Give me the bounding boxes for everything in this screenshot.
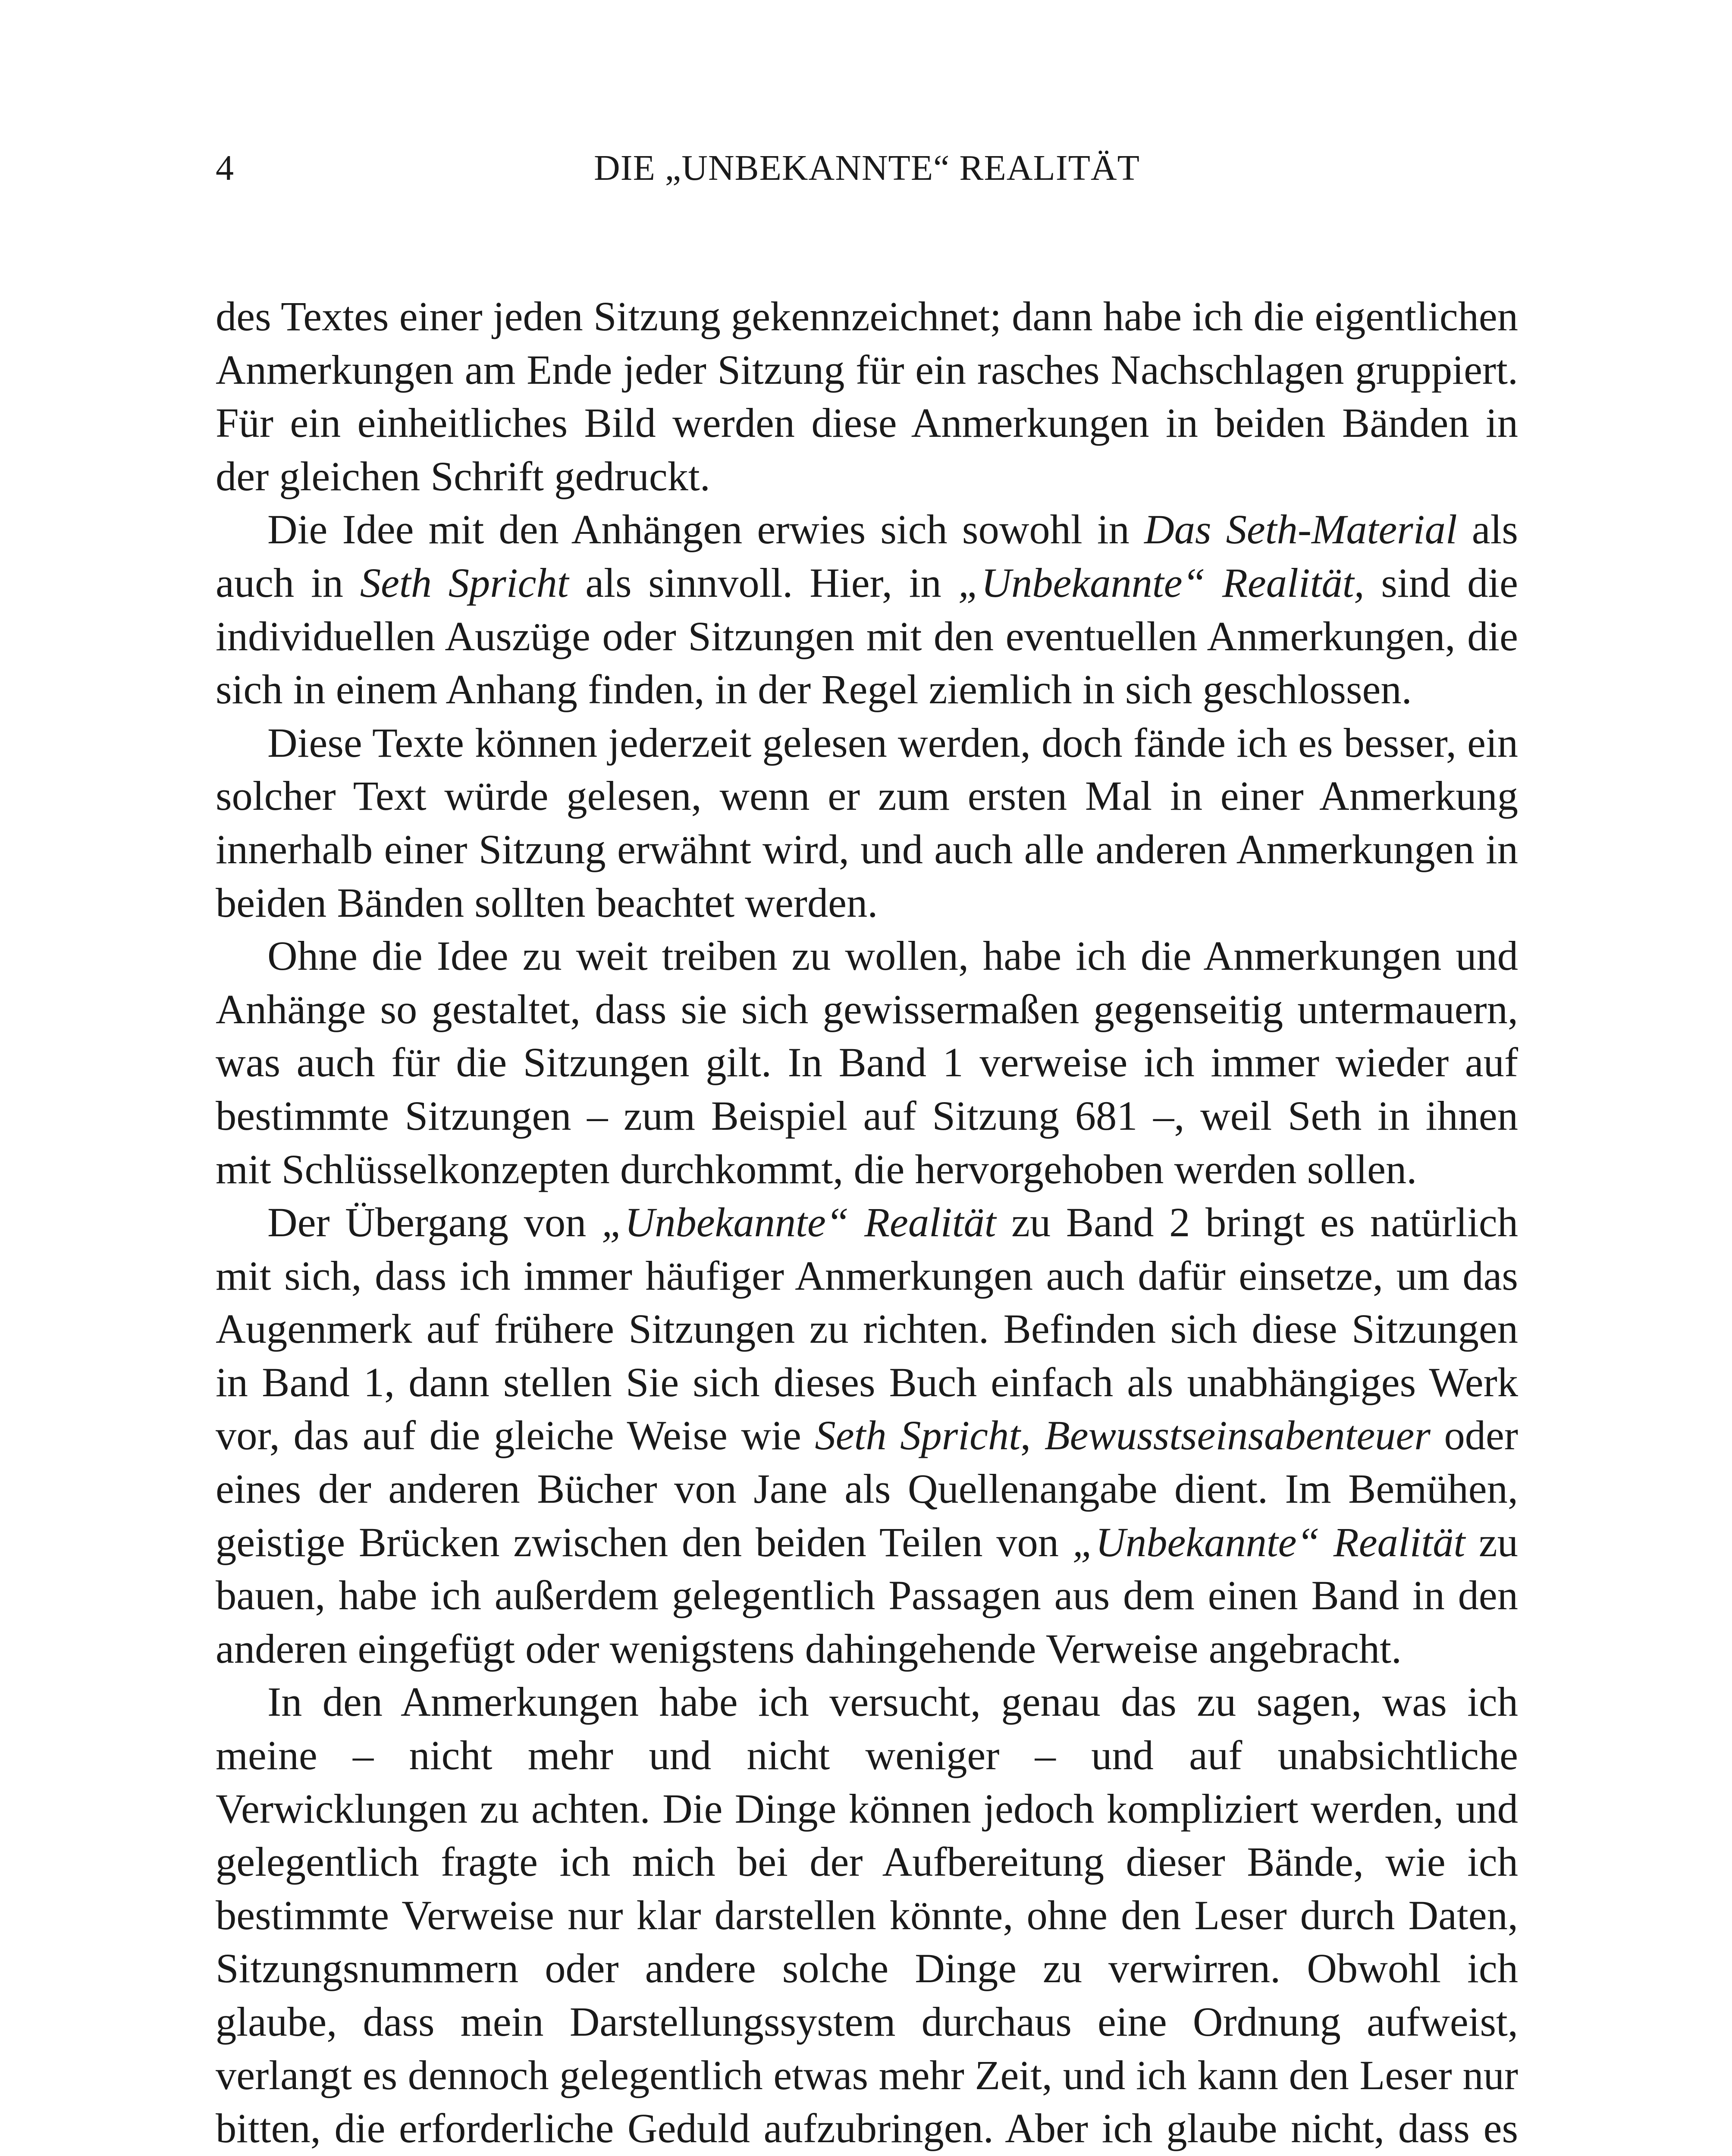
book-title: Bewusstseinsabenteuer bbox=[1044, 1412, 1431, 1459]
book-title: Seth Spricht bbox=[360, 559, 569, 606]
text-segment: , bbox=[1020, 1412, 1045, 1459]
text-segment: Diese Texte können jederzeit gelesen werden, doch fände ich es besser, ein solcher Text würde gelesen, wenn er zum ersten Mal in einer Anmerkung innerhalb einer Sitzung erwähnt wird, und auch alle anderen Anmerkungen in beiden Bänden sollten beachtet werden. bbox=[216, 719, 1518, 926]
book-title: „Unbekannte“ Realität bbox=[601, 1199, 996, 1246]
text-segment: oder eines der anderen Bücher von Jane als Quellenangabe dient. Im Bemühen, geistige Brücken zwischen den beiden Teilen von bbox=[216, 1412, 1518, 1565]
body-text bbox=[216, 290, 1518, 2156]
text-segment: sind die individuellen Auszüge oder Sitzungen mit den eventuellen Anmerkungen, die sich in einem Anhang finden, in der Regel ziemlich in sich geschlossen. bbox=[216, 559, 1518, 713]
book-title: „Unbekannte“ Realität, bbox=[958, 559, 1365, 606]
running-title: DIE „UNBEKANNTE“ REALITÄT bbox=[593, 148, 1140, 188]
book-title: Das Seth-Material bbox=[1144, 506, 1457, 553]
paragraph-5 bbox=[216, 1196, 1518, 1675]
text-segment: als sinnvoll. Hier, in bbox=[568, 559, 958, 606]
page-number: 4 bbox=[216, 148, 234, 188]
paragraph-4 bbox=[216, 929, 1518, 1196]
paragraph-6 bbox=[216, 1675, 1518, 2156]
paragraph-1 bbox=[216, 290, 1518, 503]
book-title: „Unbekannte“ Realität bbox=[1072, 1519, 1465, 1565]
book-title: Seth Spricht bbox=[815, 1412, 1021, 1459]
text-segment: Ohne die Idee zu weit treiben zu wollen, habe ich die Anmerkungen und Anhänge so gestaltet, dass sie sich gewissermaßen gegenseitig untermauern, was auch für die Sitzungen gilt. In Band 1 verweise ich immer wieder auf bestimmte Sitzungen – zum Beispiel auf Sitzung 681 –, weil Seth in ihnen mit Schlüsselkonzepten durchkommt, die hervorgehoben werden sollen. bbox=[216, 933, 1518, 1192]
text-segment: zu bauen, habe ich außerdem gelegentlich Passagen aus dem einen Band in den anderen eingefügt oder wenigstens dahingehende Verweise angebracht. bbox=[216, 1519, 1518, 1672]
text-segment: zu Band 2 bringt es natürlich mit sich, dass ich immer häufiger Anmerkungen auch dafür einsetze, um das Augenmerk auf frühere Sitzungen zu richten. Befinden sich diese Sitzungen in Band 1, dann stellen Sie sich dieses Buch einfach als unabhängiges Werk vor, das auf die gleiche Weise wie bbox=[216, 1199, 1518, 1459]
text-segment: Die Idee mit den Anhängen erwies sich sowohl in bbox=[267, 506, 1145, 553]
text-segment: des Textes einer jeden Sitzung gekennzeichnet; dann habe ich die eigentlichen Anmerkungen am Ende jeder Sitzung für ein rasches Nachschlagen gruppiert. Für ein einheitliches Bild werden diese Anmerkungen in beiden Bänden in der gleichen Schrift gedruckt. bbox=[216, 293, 1518, 499]
paragraph-3 bbox=[216, 716, 1518, 929]
paragraph-2 bbox=[216, 503, 1518, 716]
text-segment: In den Anmerkungen habe ich versucht, genau das zu sagen, was ich meine – nicht mehr und nicht weniger – und auf unabsichtliche Verwicklungen zu achten. Die Dinge können jedoch kompliziert werden, und gelegentlich fragte ich mich bei der Aufbereitung dieser Bände, wie ich bestimmte Verweise nur klar darstellen könnte, ohne den Leser durch Daten, Sitzungsnummern oder andere solche Dinge zu verwirren. Obwohl ich glaube, dass mein Darstellungssystem durchaus eine Ordnung aufweist, verlangt es dennoch gelegentlich etwas mehr Zeit, und ich kann den Leser nur bitten, die erforderliche Geduld aufzubringen. Aber ich glaube nicht, dass es bbox=[216, 1679, 1518, 2152]
page-header bbox=[216, 147, 1518, 198]
text-segment: Der Übergang von bbox=[267, 1199, 602, 1246]
text-segment: als auch in bbox=[216, 506, 1518, 606]
